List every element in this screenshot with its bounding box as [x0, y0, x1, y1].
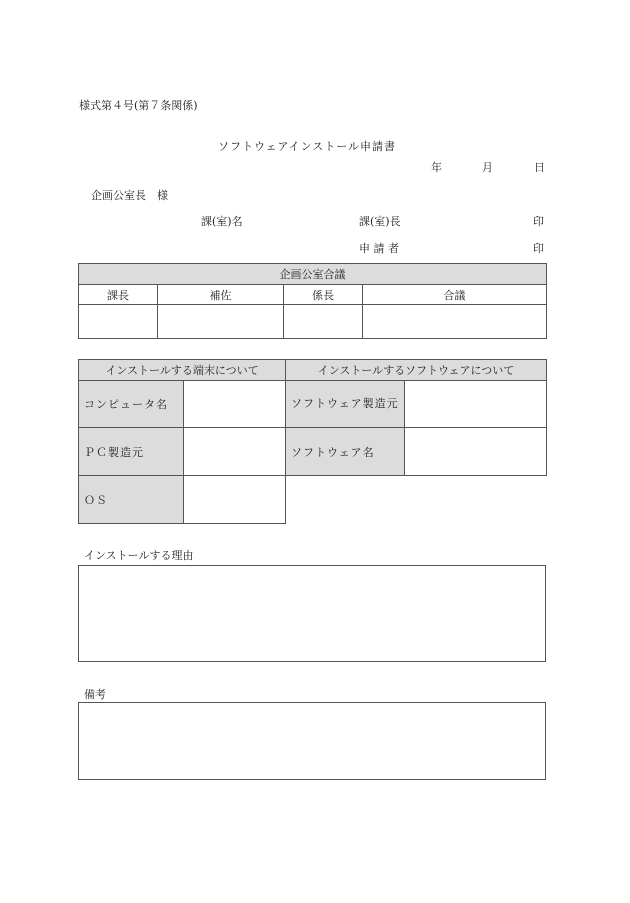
computer-name-field[interactable] [184, 381, 286, 428]
software-maker-label: ソフトウェア製造元 [286, 381, 405, 428]
install-table [78, 359, 547, 524]
approval-table [78, 263, 547, 339]
remarks-box[interactable] [78, 702, 546, 780]
dept-name-label: 課(室)名 [201, 215, 243, 228]
pc-maker-field[interactable] [184, 428, 286, 476]
software-header: インストールするソフトウェアについて [286, 360, 547, 381]
applicant-seal: 印 [533, 242, 544, 255]
col-subsection-chief: 係長 [284, 285, 363, 305]
approval-header: 企画公室合議 [79, 264, 547, 285]
seal-cell-consultation[interactable] [363, 305, 547, 339]
software-name-label: ソフトウェア名 [286, 428, 405, 476]
date-month-label: 月 [482, 161, 493, 174]
software-name-field[interactable] [405, 428, 547, 476]
col-assistant: 補佐 [158, 285, 284, 305]
reason-box[interactable] [78, 565, 546, 662]
seal-cell-assistant[interactable] [158, 305, 284, 339]
col-section-chief: 課長 [79, 285, 158, 305]
computer-name-label: コンピュータ名 [79, 381, 184, 428]
software-maker-field[interactable] [405, 381, 547, 428]
remarks-label: 備考 [84, 688, 106, 701]
dept-head-seal: 印 [533, 215, 544, 228]
date-day-label: 日 [534, 161, 545, 174]
col-consultation: 合議 [363, 285, 547, 305]
os-field[interactable] [184, 476, 286, 524]
form-number: 様式第４号(第７条関係) [79, 99, 198, 112]
page-title: ソフトウェアインストール申請書 [218, 140, 397, 153]
addressee: 企画公室長 様 [91, 189, 168, 202]
date-year-label: 年 [431, 161, 442, 174]
pc-maker-label: ＰＣ製造元 [79, 428, 184, 476]
reason-label: インストールする理由 [84, 549, 194, 562]
applicant-label: 申 請 者 [359, 242, 399, 255]
os-label: ＯＳ [79, 476, 184, 524]
terminal-header: インストールする端末について [79, 360, 286, 381]
seal-cell-section-chief[interactable] [79, 305, 158, 339]
dept-head-label: 課(室)長 [359, 215, 401, 228]
seal-cell-subsection-chief[interactable] [284, 305, 363, 339]
